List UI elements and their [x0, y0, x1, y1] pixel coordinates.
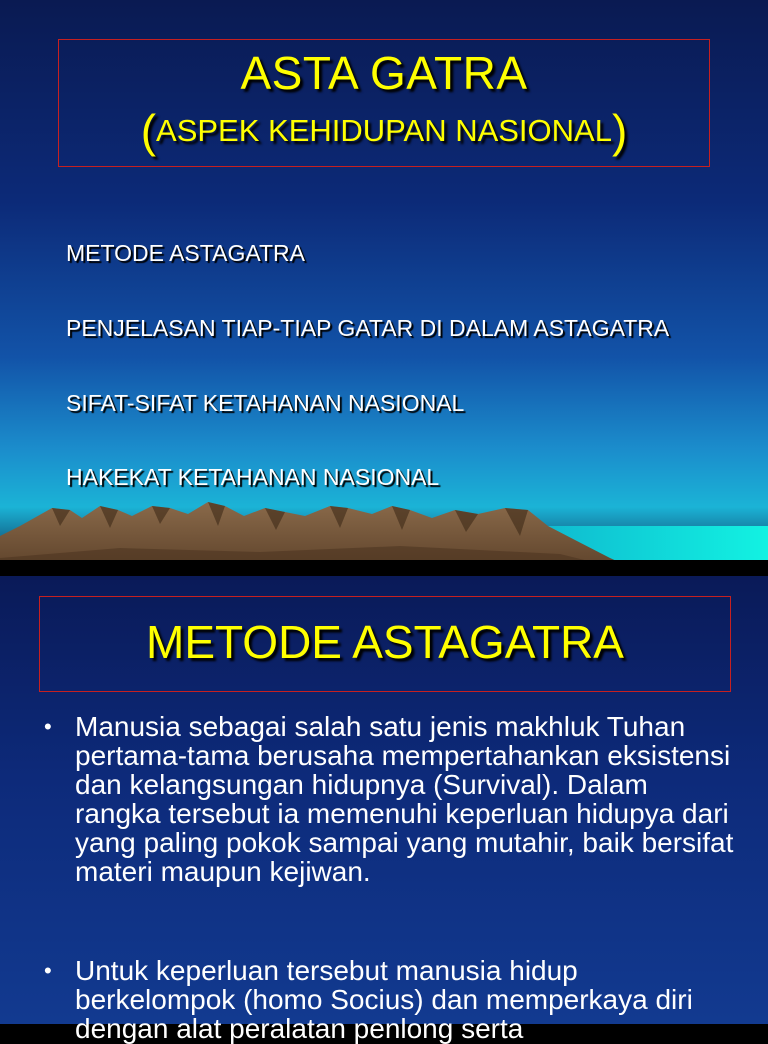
subtitle-text: ASPEK KEHIDUPAN NASIONAL: [156, 113, 612, 148]
slide-2-title: METODE ASTAGATRA: [146, 616, 624, 668]
subtitle-open-paren: (: [140, 105, 157, 157]
slide-1-title: ASTA GATRA: [240, 47, 528, 99]
subtitle-close-paren: ): [611, 105, 628, 157]
bullet-dot-icon: •: [44, 958, 52, 983]
list-item: METODE ASTAGATRA: [66, 240, 305, 266]
slide-2-title-box: [39, 596, 731, 692]
bullet-text: Untuk keperluan tersebut manusia hidup berkelompok (homo Socius) dan memperkaya diri dengan alat peralatan penlong serta: [75, 955, 693, 1044]
bullet-dot-icon: •: [44, 714, 52, 739]
slide-2: [0, 576, 768, 1044]
slide-1-title-box: [58, 39, 710, 167]
slide-1-bottom-band: [0, 560, 768, 576]
list-item: HAKEKAT KETAHANAN NASIONAL: [66, 464, 440, 490]
list-item: SIFAT-SIFAT KETAHANAN NASIONAL: [66, 390, 465, 416]
bullet-text: Manusia sebagai salah satu jenis makhluk Tuhan pertama-tama berusaha mempertahankan eksistensi dan kelangsungan hidupnya (Survival). Dalam rangka tersebut ia memenuhi keperluan hidupya dari yang paling pokok sampai yang mutahir, baik bersifat materi maupun kejiwan.: [75, 711, 734, 887]
slide-1-subtitle: [59, 104, 709, 158]
list-item: PENJELASAN TIAP-TIAP GATAR DI DALAM ASTAGATRA: [66, 315, 670, 341]
